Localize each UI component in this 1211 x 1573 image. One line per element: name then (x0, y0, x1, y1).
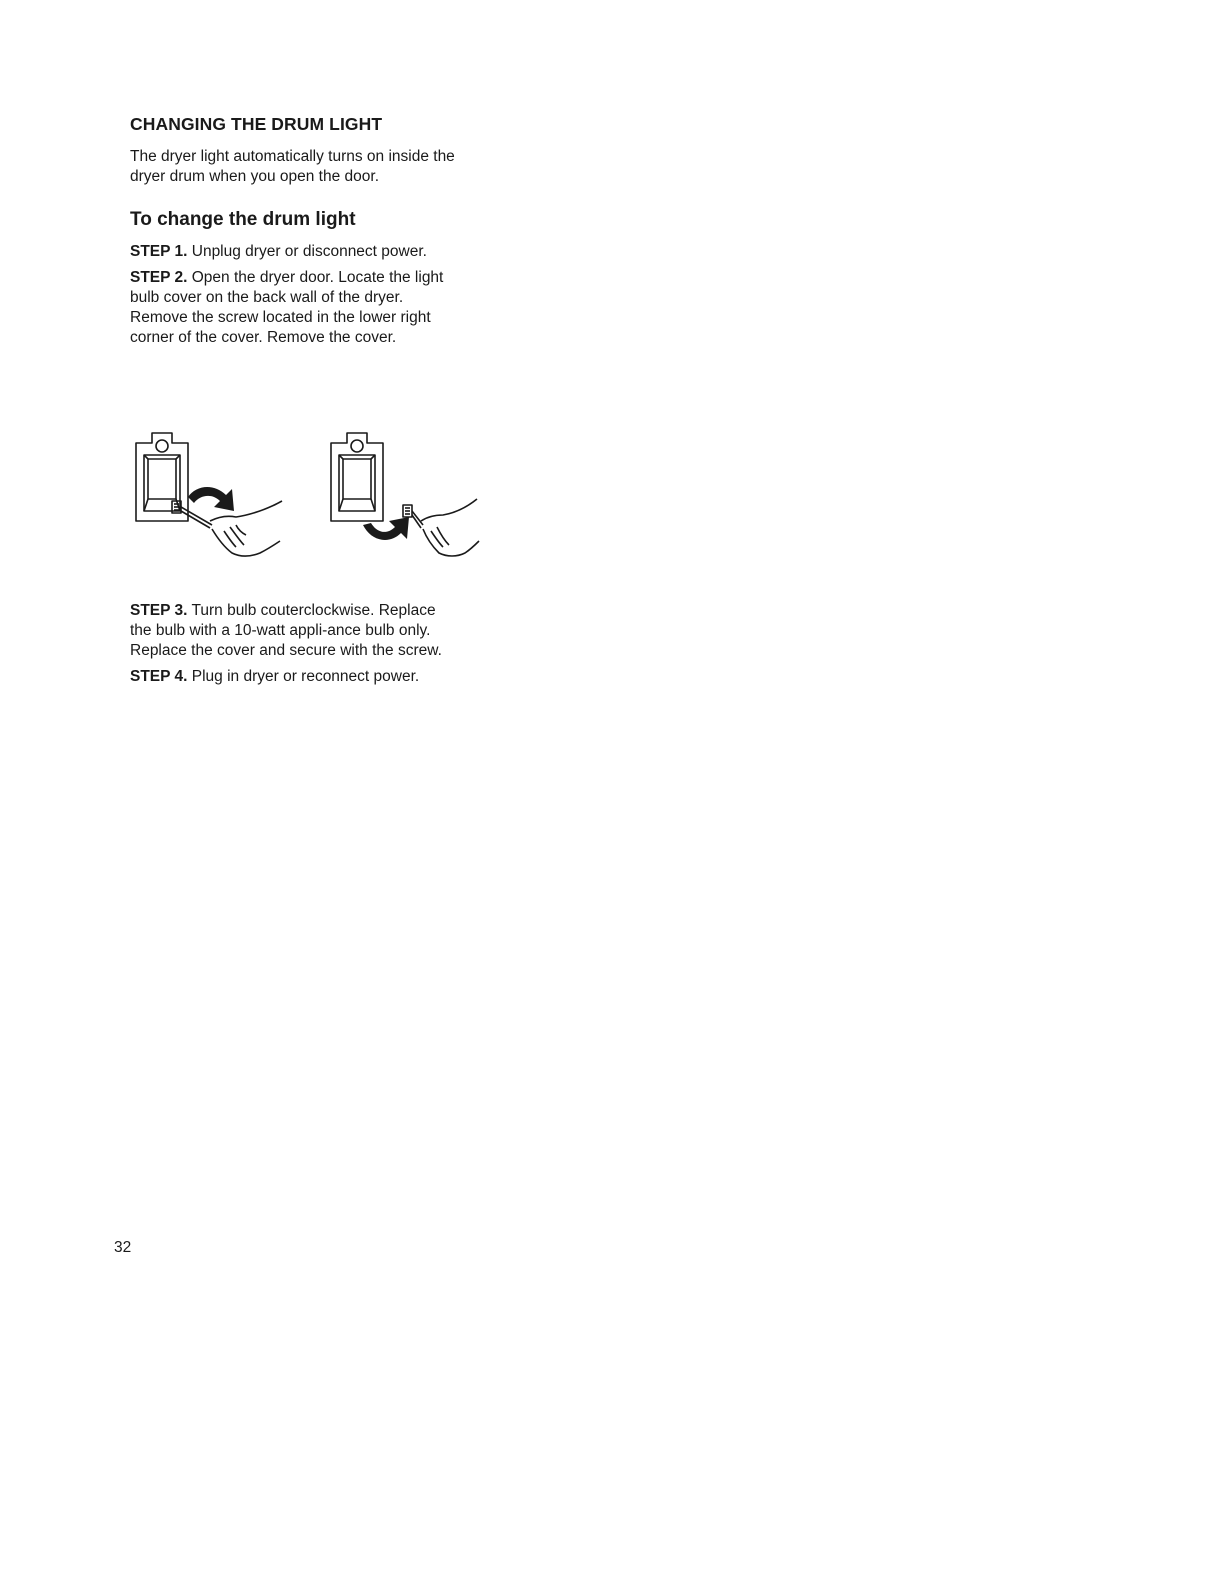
step-1-label: STEP 1. (130, 243, 188, 260)
illustrations (132, 425, 482, 575)
light-cover-screwdriver-illustration (132, 425, 292, 575)
procedure-heading: To change the drum light (130, 209, 356, 230)
lower-steps (130, 601, 470, 693)
step-2-text: Open the dryer door. Locate the light bulb cover on the back wall of the dryer. Remove the screw located in the lower right corner of the cover. Remove the cover. (130, 269, 444, 346)
step-2-label: STEP 2. (130, 269, 188, 286)
section-heading: CHANGING THE DRUM LIGHT (130, 114, 383, 134)
step-1 (130, 242, 430, 262)
figure-1-drawing (132, 425, 292, 575)
step-2 (130, 268, 465, 348)
step-3 (130, 601, 445, 661)
step-4-text: Plug in dryer or reconnect power. (191, 668, 420, 685)
light-cover-screwdriver-illustration (327, 425, 487, 575)
step-3-text: Turn bulb couterclockwise. Replace the bulb with a 10-watt appli-ance bulb only. Replace the cover and secure with the screw. (130, 602, 442, 659)
intro-paragraph: The dryer light automatically turns on inside the dryer drum when you open the door. (130, 148, 455, 185)
step-3-label: STEP 3. (130, 602, 188, 619)
step-4 (130, 667, 420, 687)
step-4-label: STEP 4. (130, 668, 188, 685)
page-number: 32 (114, 1239, 132, 1256)
figure-2-drawing (327, 425, 487, 575)
main-column (130, 110, 470, 354)
step-1-text: Unplug dryer or disconnect power. (191, 243, 427, 260)
